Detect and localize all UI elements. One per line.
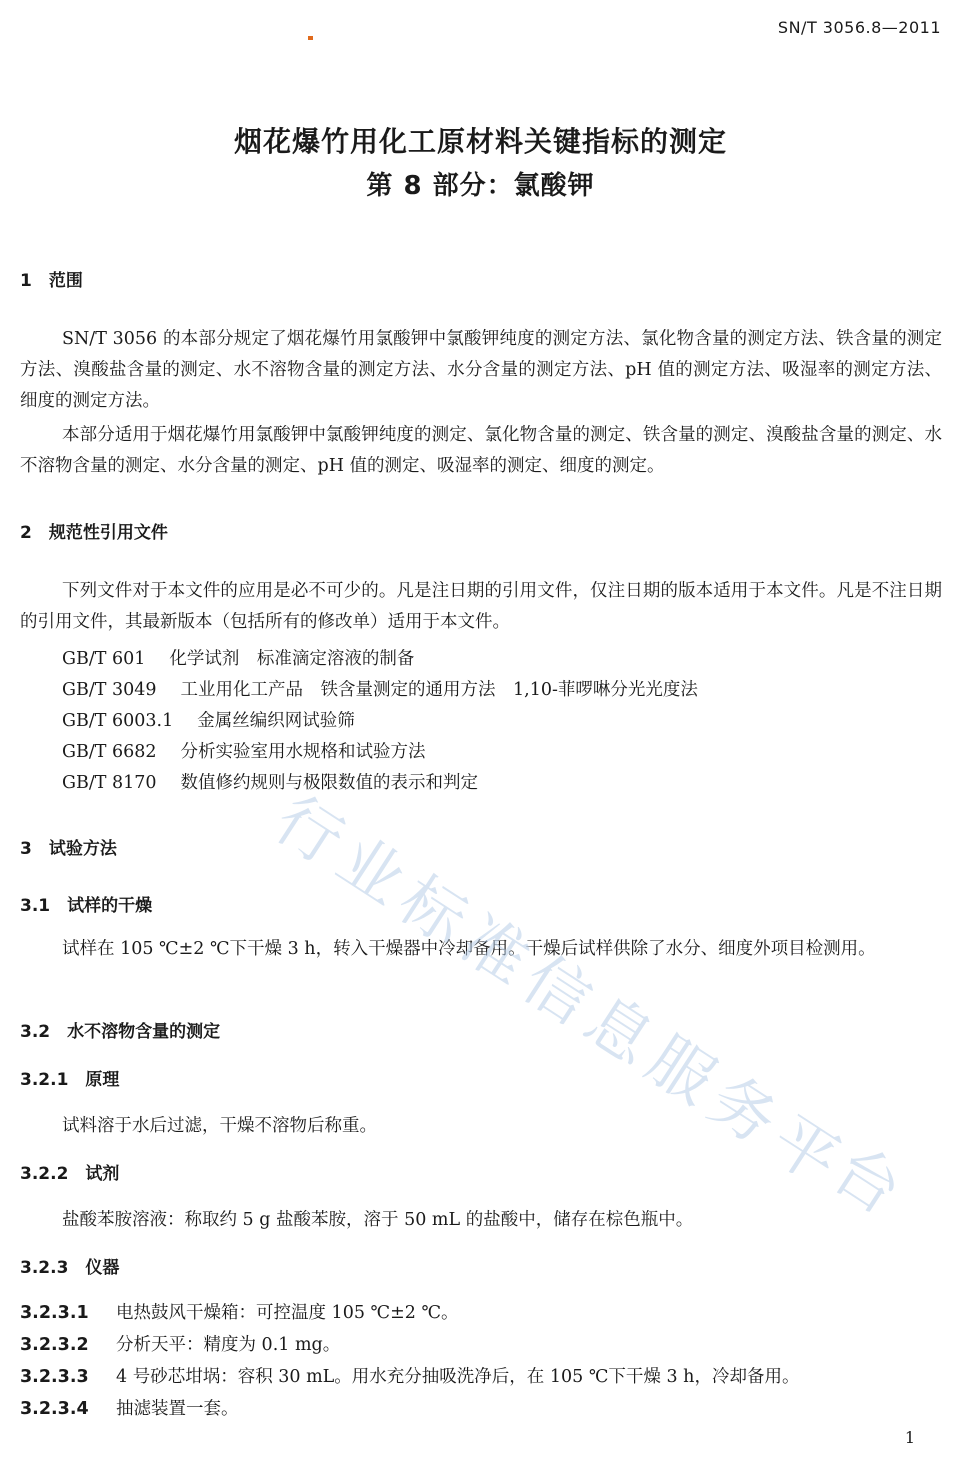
reference-code: GB/T 8170: [62, 773, 157, 793]
instrument-item: [20, 1395, 239, 1420]
instrument-item: [20, 1363, 799, 1388]
item-text: 分析天平：精度为 0.1 mg。: [116, 1335, 341, 1355]
item-number: 3.2.3.3: [20, 1367, 89, 1387]
document-subtitle: 第 8 部分：氯酸钾: [366, 171, 595, 201]
section-3-1-heading: 3.1 试样的干燥: [20, 896, 153, 916]
reference-title: 化学试剂 标准滴定溶液的制备: [169, 649, 415, 669]
reference-title: 数值修约规则与极限数值的表示和判定: [180, 773, 479, 793]
section-3-2-1-text: 试料溶于水后过滤，干燥不溶物后称重。: [62, 1116, 377, 1136]
reference-item: [62, 738, 426, 763]
watermark-char: 息: [571, 982, 666, 1080]
section-2-heading: 2 规范性引用文件: [20, 523, 168, 543]
watermark-char: 台: [819, 1132, 914, 1230]
standard-number: SN/T 3056.8—2011: [777, 18, 941, 37]
reference-code: GB/T 601: [62, 649, 146, 669]
reference-code: GB/T 3049: [62, 680, 157, 700]
section-2-paragraph: 下列文件对于本文件的应用是必不可少的。凡是注日期的引用文件，仅注日期的版本适用于本文件。凡是不注日期的引用文件，其最新版本（包括所有的修改单）适用于本文件。: [20, 581, 942, 632]
page-number: 1: [904, 1428, 915, 1447]
item-text: 4 号砂芯坩埚：容积 30 mL。用水充分抽吸洗净后，在 105 ℃下干燥 3 h，冷却备用。: [116, 1367, 800, 1387]
section-3-2-heading: 3.2 水不溶物含量的测定: [20, 1022, 221, 1042]
section-3-2-1-heading: 3.2.1 原理: [20, 1070, 120, 1090]
item-text: 抽滤装置一套。: [116, 1399, 239, 1419]
watermark-char: 服: [633, 1022, 728, 1120]
item-number: 3.2.3.2: [20, 1335, 89, 1355]
section-3-heading: 3 试验方法: [20, 839, 117, 859]
section-1-heading: 1 范围: [20, 271, 83, 291]
reference-title: 工业用化工产品 铁含量测定的通用方法 1,10-菲啰啉分光光度法: [180, 680, 698, 700]
section-1-paragraph-1: SN/T 3056 的本部分规定了烟花爆竹用氯酸钾中氯酸钾纯度的测定方法、氯化物含量的测定方法、铁含量的测定方法、溴酸盐含量的测定、水不溶物含量的测定方法、水分含量的测定方法、pH 值的测定方法、吸湿率的测定方法、细度的测定方法。: [20, 329, 942, 411]
reference-code: GB/T 6003.1: [62, 711, 174, 731]
watermark-char: 务: [695, 1062, 790, 1160]
watermark-char: 标: [385, 862, 480, 960]
item-number: 3.2.3.1: [20, 1303, 89, 1323]
reference-title: 金属丝编织网试验筛: [197, 711, 355, 731]
watermark-char: 业: [323, 822, 418, 920]
instrument-item: [20, 1299, 459, 1324]
instrument-item: [20, 1331, 340, 1356]
reference-item: [62, 769, 478, 794]
decorative-mark: [308, 36, 313, 40]
reference-item: [62, 707, 355, 732]
reference-title: 分析实验室用水规格和试验方法: [180, 742, 426, 762]
watermark-char: 准: [447, 902, 542, 1000]
section-3-2-2-heading: 3.2.2 试剂: [20, 1164, 120, 1184]
watermark-char: 平: [757, 1102, 852, 1200]
section-1-paragraph-2: 本部分适用于烟花爆竹用氯酸钾中氯酸钾纯度的测定、氯化物含量的测定、铁含量的测定、溴酸盐含量的测定、水不溶物含量的测定、水分含量的测定、pH 值的测定、吸湿率的测定、细度的测定。: [20, 425, 942, 476]
reference-item: [62, 645, 414, 670]
watermark-char: 行: [261, 782, 356, 880]
reference-code: GB/T 6682: [62, 742, 157, 762]
document-title: 烟花爆竹用化工原材料关键指标的测定: [233, 125, 727, 158]
reference-item: [62, 676, 698, 701]
item-text: 电热鼓风干燥箱：可控温度 105 ℃±2 ℃。: [116, 1303, 459, 1323]
section-3-2-2-text: 盐酸苯胺溶液：称取约 5 g 盐酸苯胺，溶于 50 mL 的盐酸中，储存在棕色瓶中。: [62, 1210, 694, 1230]
section-3-1-text: 试样在 105 ℃±2 ℃下干燥 3 h，转入干燥器中冷却备用。干燥后试样供除了水分、细度外项目检测用。: [62, 939, 876, 959]
watermark-char: 信: [509, 942, 604, 1040]
item-number: 3.2.3.4: [20, 1399, 89, 1419]
section-3-2-3-heading: 3.2.3 仪器: [20, 1258, 120, 1278]
